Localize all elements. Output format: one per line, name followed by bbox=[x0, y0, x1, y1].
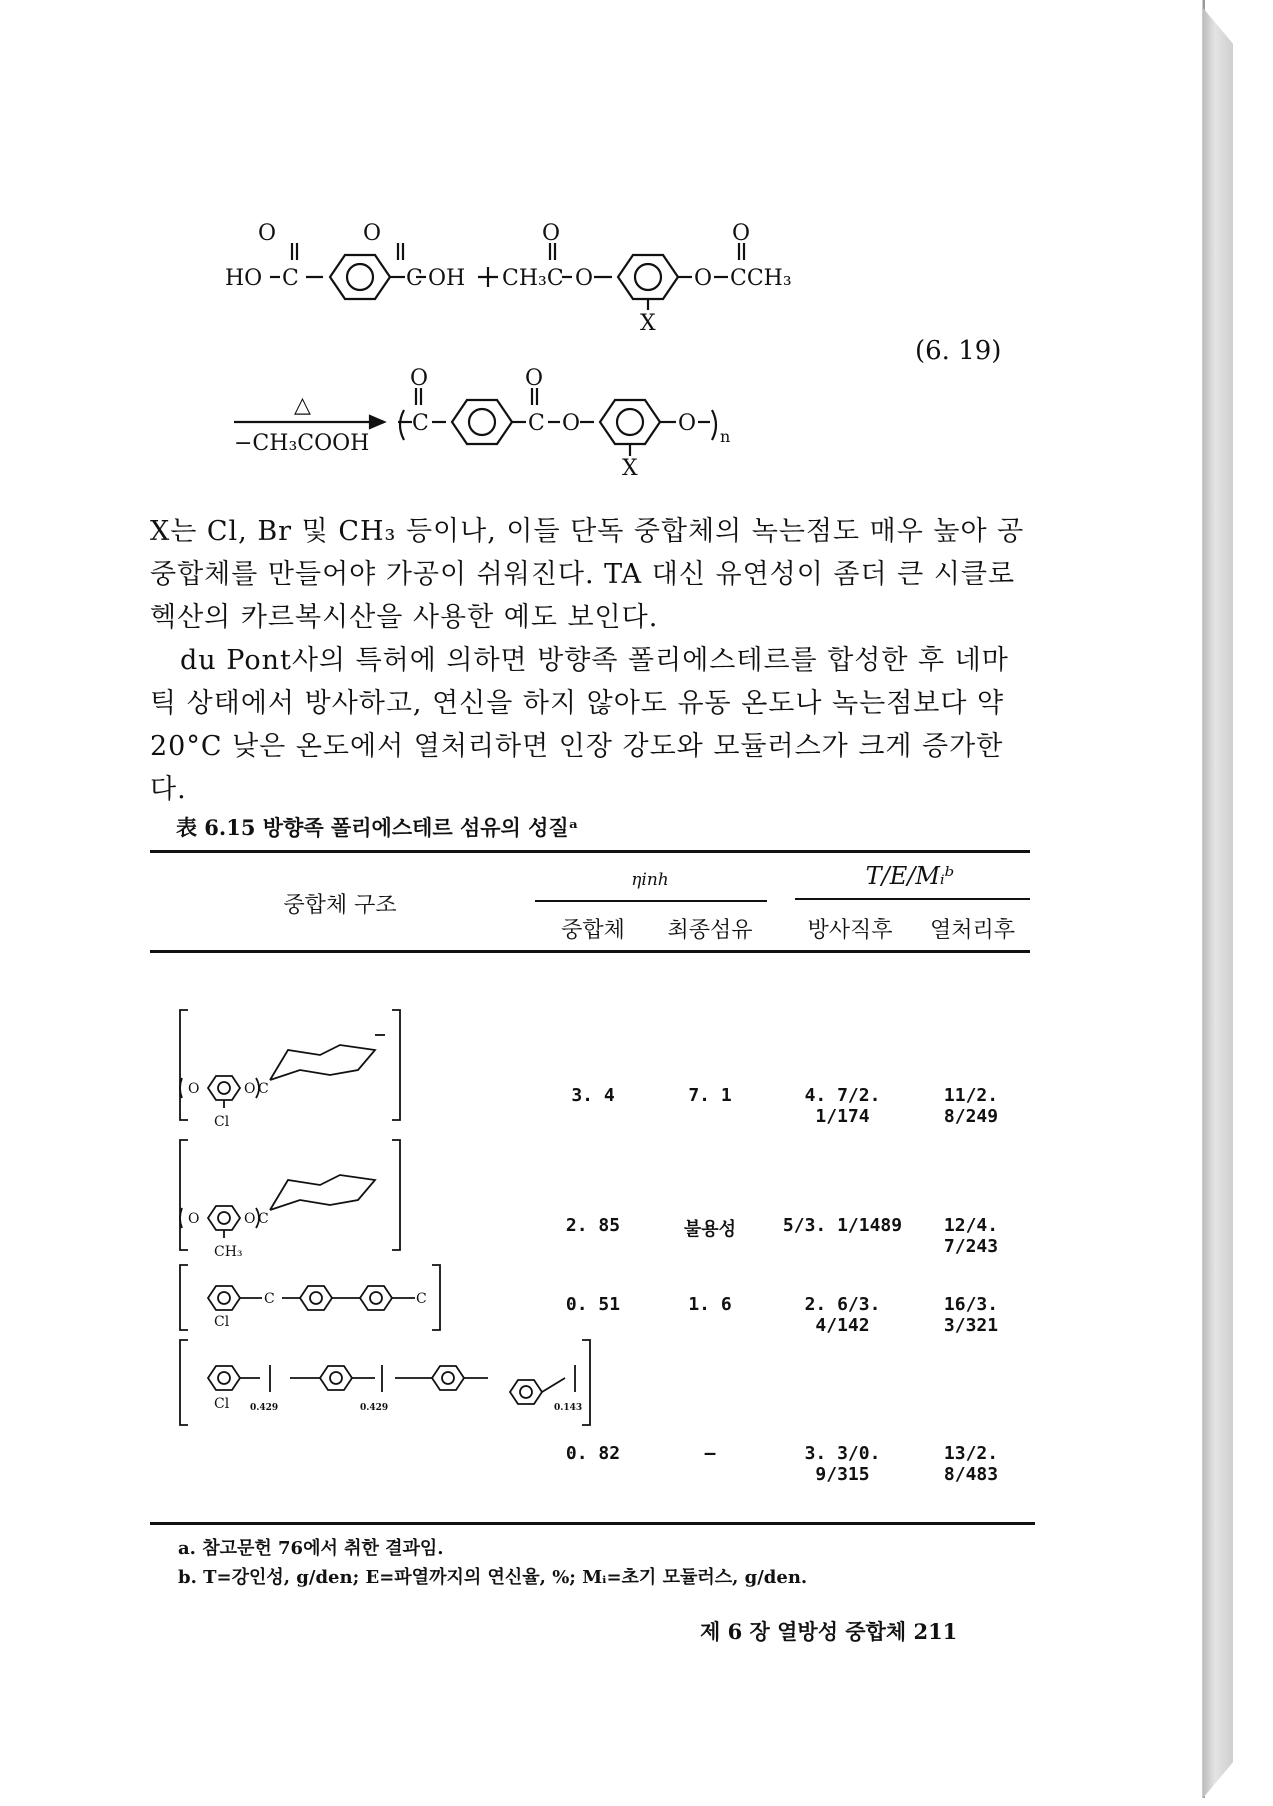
table-bottom-rule bbox=[150, 1522, 1035, 1525]
s4-sub1: 0.429 bbox=[250, 1403, 279, 1413]
reaction-equation bbox=[220, 210, 1020, 490]
s1-o1: O bbox=[188, 1081, 200, 1097]
eq-arrow-bottom: −CH₃COOH bbox=[234, 431, 370, 456]
s3-cl: Cl bbox=[214, 1314, 230, 1330]
footnote-a: a. 참고문헌 76에서 취한 결과임. bbox=[178, 1538, 444, 1559]
s3-c: C bbox=[264, 1291, 275, 1307]
r1-fiber: 7. 1 bbox=[688, 1085, 732, 1106]
header-sub-spun: 방사직후 bbox=[807, 918, 893, 943]
s3-c-end: C bbox=[416, 1291, 427, 1307]
eq-p-oend: O bbox=[678, 411, 697, 436]
eq-arrow-top: △ bbox=[294, 393, 311, 418]
eq-r2-ch3c: CH₃C bbox=[502, 266, 564, 291]
table-caption: 表 6.15 방향족 폴리에스테르 섬유의 성질ᵃ bbox=[176, 815, 579, 840]
r4-spun: 3. 3/0. 9/315 bbox=[804, 1443, 881, 1485]
s1-cl: Cl bbox=[214, 1114, 230, 1130]
eq-r2-olink: O bbox=[694, 266, 713, 291]
s1-o2: O bbox=[244, 1081, 256, 1097]
eq-r1-c2: C bbox=[406, 266, 423, 291]
eq-r1-oh: OH bbox=[428, 266, 466, 291]
s2-o1: O bbox=[188, 1211, 200, 1227]
paragraph-1: X는 Cl, Br 및 CH₃ 등이나, 이들 단독 중합체의 녹는점도 매우 높아 공중합체를 만들어야 가공이 쉬워진다. TA 대신 유연성이 좀더 큰 시클로헥산의 카르복시산을 사용한 예도 보인다. bbox=[150, 516, 1025, 633]
header-sub-heat: 열처리후 bbox=[929, 918, 1015, 943]
eq-r2-cch3: CCH₃ bbox=[730, 266, 792, 291]
r1-polymer: 3. 4 bbox=[571, 1085, 615, 1106]
header-sub-polymer: 중합체 bbox=[561, 918, 625, 943]
s4-sub3: 0.143 bbox=[554, 1403, 583, 1413]
eq-r2-otop2: O bbox=[732, 221, 751, 246]
eq-r1-ho: HO bbox=[225, 266, 263, 291]
s4-cl: Cl bbox=[214, 1396, 230, 1412]
r4-fiber: — bbox=[704, 1443, 716, 1464]
eq-p-olink: O bbox=[562, 411, 581, 436]
header-tem-rule bbox=[795, 898, 1030, 900]
header-inh-rule bbox=[535, 900, 767, 902]
header-sub-fiber: 최종섬유 bbox=[667, 918, 753, 943]
eq-r1-o1: O bbox=[258, 221, 277, 246]
header-structure: 중합체 구조 bbox=[283, 893, 397, 918]
r3-heat: 16/3. 3/321 bbox=[943, 1294, 999, 1336]
table-header-rule bbox=[150, 950, 1030, 953]
equation-number: (6. 19) bbox=[915, 336, 1002, 366]
page-footer: 제 6 장 열방성 중합체 211 bbox=[700, 1619, 958, 1644]
polymer-structures bbox=[170, 1000, 610, 1440]
r1-spun: 4. 7/2. 1/174 bbox=[804, 1085, 881, 1127]
eq-r2-otop1: O bbox=[542, 221, 561, 246]
body-text bbox=[150, 510, 1030, 811]
s2-o2: O bbox=[244, 1211, 256, 1227]
eq-r1-c1: C bbox=[282, 266, 299, 291]
footnote-b: b. T=강인성, g/den; E=파열까지의 연신율, %; Mᵢ=초기 모듈러스, g/den. bbox=[178, 1567, 808, 1588]
table-top-rule bbox=[150, 850, 1030, 853]
header-inh: ηinh bbox=[631, 870, 669, 890]
r2-spun: 5/3. 1/1489 bbox=[782, 1215, 903, 1236]
s2-c: C bbox=[258, 1211, 269, 1227]
eq-p-otop1: O bbox=[410, 366, 429, 391]
r4-polymer: 0. 82 bbox=[565, 1443, 621, 1464]
r2-heat: 12/4. 7/243 bbox=[943, 1215, 999, 1257]
eq-r1-o2: O bbox=[363, 221, 382, 246]
r2-fiber: 불용성 bbox=[683, 1219, 737, 1240]
eq-p-n: n bbox=[720, 427, 731, 446]
s4-sub2: 0.429 bbox=[360, 1403, 389, 1413]
r3-fiber: 1. 6 bbox=[688, 1294, 732, 1315]
r1-heat: 11/2. 8/249 bbox=[943, 1085, 999, 1127]
eq-p-x: X bbox=[622, 456, 638, 481]
header-tem: T/E/Mᵢᵇ bbox=[865, 862, 955, 890]
page-edge bbox=[1203, 8, 1233, 1798]
paragraph-2: du Pont사의 특허에 의하면 방향족 폴리에스테르를 합성한 후 네마틱 상태에서 방사하고, 연신을 하지 않아도 유동 온도나 녹는점보다 약 20°C 낮은 온도에서 열처리하면 인장 강도와 모듈러스가 크게 증가한다. bbox=[150, 645, 1009, 805]
s2-ch3: CH₃ bbox=[214, 1244, 243, 1260]
s1-c: C bbox=[258, 1081, 269, 1097]
eq-p-c2: C bbox=[528, 411, 545, 436]
eq-r2-x: X bbox=[640, 311, 656, 336]
r3-polymer: 0. 51 bbox=[565, 1294, 621, 1315]
r4-heat: 13/2. 8/483 bbox=[943, 1443, 999, 1485]
eq-p-otop2: O bbox=[525, 366, 544, 391]
eq-r2-oester: O bbox=[575, 266, 594, 291]
r2-polymer: 2. 85 bbox=[565, 1215, 621, 1236]
eq-p-c1: C bbox=[412, 411, 429, 436]
r3-spun: 2. 6/3. 4/142 bbox=[804, 1294, 881, 1336]
